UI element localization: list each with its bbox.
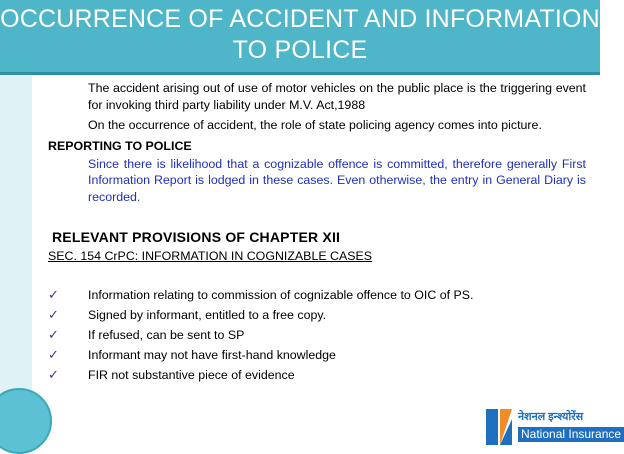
list-item: ✓ Information relating to commission of cognizable offence to OIC of PS.: [48, 285, 586, 305]
chapter-heading: RELEVANT PROVISIONS OF CHAPTER XII: [52, 229, 341, 245]
left-decor-bar: [0, 75, 32, 395]
checkmark-icon: ✓: [48, 307, 59, 322]
paragraph-fir: Since there is likelihood that a cognizable offence is committed, therefore generally First Information Report is lodged in these cases. Even otherwise, the entry in General Diary is recorded.: [88, 156, 586, 204]
paragraph-liability: The accident arising out of use of motor vehicles on the public place is the triggering event for invoking third party liability under M.V. Act,1988: [88, 81, 586, 112]
paragraph-policing: On the occurrence of accident, the role of state policing agency comes into picture.: [88, 118, 542, 132]
logo-english-text: National Insurance: [518, 427, 624, 442]
title-divider: [0, 72, 600, 75]
slide-body: [48, 80, 586, 385]
list-item: ✓ If refused, can be sent to SP: [48, 325, 586, 345]
list-item: ✓ FIR not substantive piece of evidence: [48, 365, 586, 385]
title-banner: [0, 0, 600, 72]
logo-mark-icon: [484, 407, 514, 447]
title-line-1: OCCURRENCE OF ACCIDENT AND INFORMATION: [0, 5, 600, 33]
checkmark-icon: ✓: [48, 287, 59, 302]
section-heading: SEC. 154 CrPC: INFORMATION IN COGNIZABLE CASES: [48, 249, 373, 263]
checkmark-icon: ✓: [48, 367, 59, 382]
decor-circle: [0, 388, 52, 454]
reporting-heading: REPORTING TO POLICE: [48, 138, 192, 153]
slide-title: [0, 4, 600, 66]
title-line-2: TO POLICE: [232, 36, 368, 64]
list-item: ✓ Informant may not have first-hand knowledge: [48, 345, 586, 365]
provision-list: [48, 285, 586, 385]
checkmark-icon: ✓: [48, 347, 59, 362]
logo-hindi-text: नेशनल इन्श्योरेंस: [518, 411, 584, 423]
checkmark-icon: ✓: [48, 327, 59, 342]
company-logo: [484, 407, 622, 447]
list-item: ✓ Signed by informant, entitled to a free copy.: [48, 305, 586, 325]
